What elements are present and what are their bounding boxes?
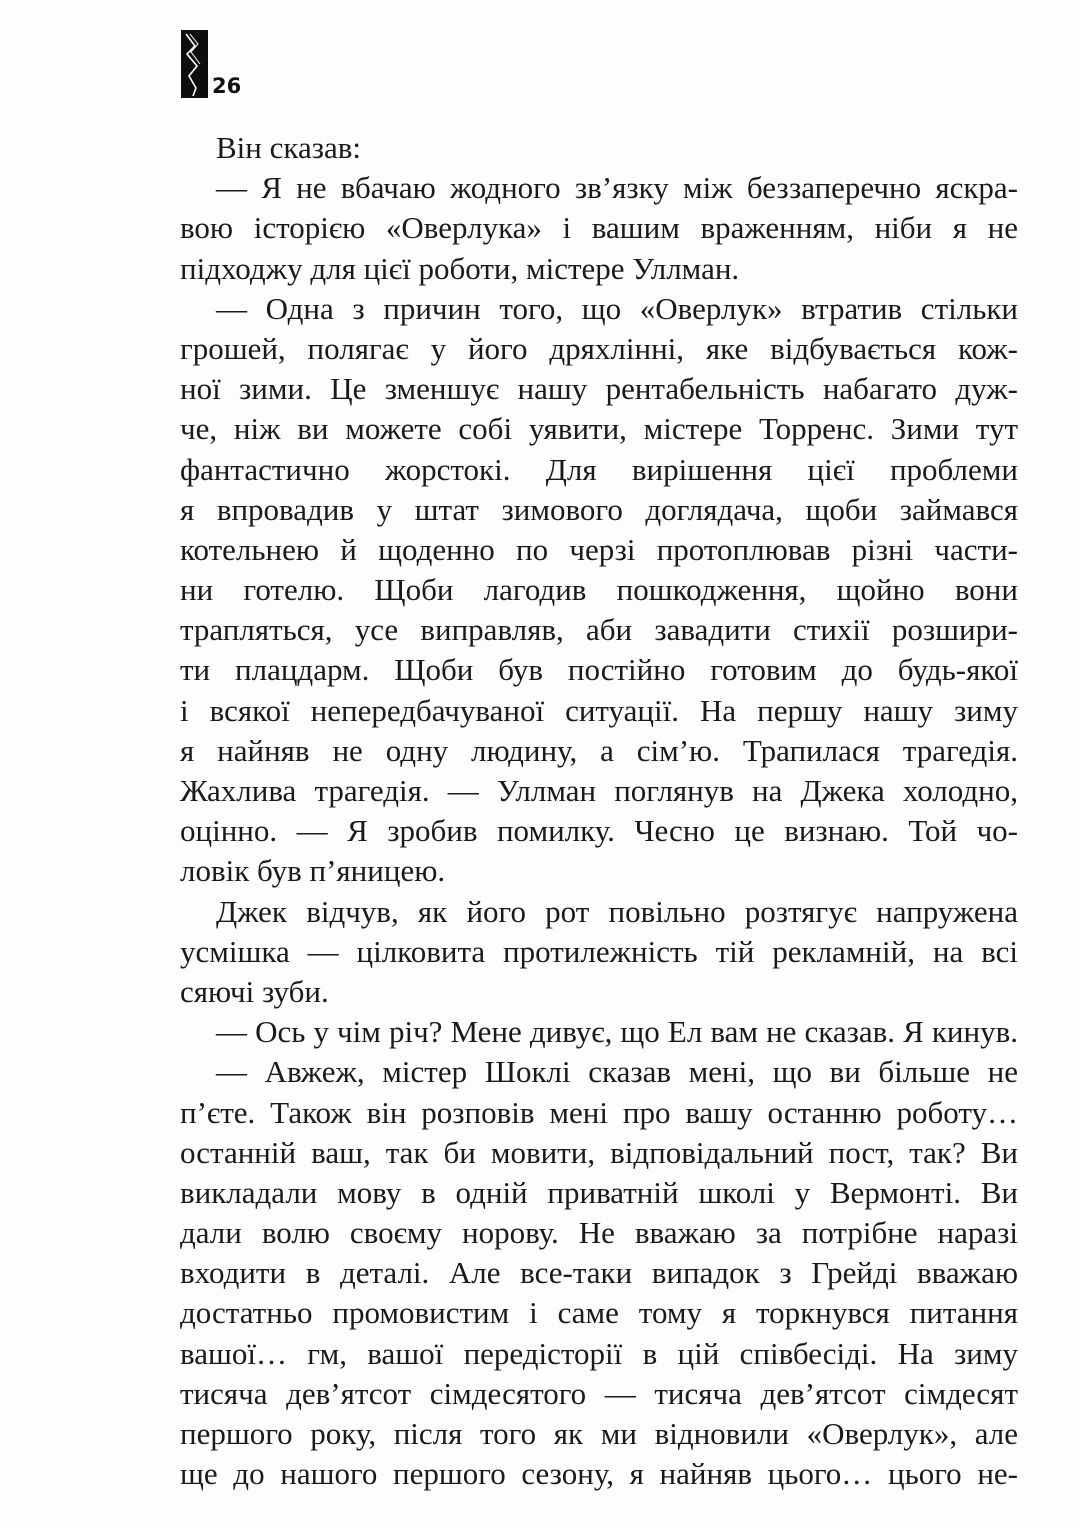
text-line: Він сказав: xyxy=(216,130,361,165)
page-number: 26 xyxy=(212,74,242,98)
text-line: сяючі зуби. xyxy=(180,973,329,1009)
text-line: я найняв не одну людину, а сім’ю. Трапилася трагедія. xyxy=(180,732,1018,768)
text-line: грошей, полягає у його дряхлінні, яке відбувається кож- xyxy=(180,330,1018,366)
text-line: усмішка — цілковита протилежність тій рекламній, на всі xyxy=(180,933,1018,969)
text-line: вою історією «Оверлука» і вашим враженням, ніби я не xyxy=(180,210,1018,246)
text-line: ної зими. Це зменшує нашу рентабельність набагато дуж- xyxy=(180,371,1018,407)
text-line: — Я не вбачаю жодного зв’язку між беззаперечно яскра- xyxy=(216,170,1018,206)
text-line: і всякої непередбачуваної ситуації. На першу нашу зиму xyxy=(180,692,1018,728)
text-line: трапляться, усе виправляв, аби завадити стихії розшири- xyxy=(180,612,1018,648)
text-line: ще до нашого першого сезону, я найняв цього… цього не- xyxy=(180,1456,1018,1492)
text-line: останній ваш, так би мовити, відповідальний пост, так? Ви xyxy=(180,1134,1018,1170)
text-line: тисяча дев’ятсот сімдесятого — тисяча дев’ятсот сімдесят xyxy=(180,1375,1018,1411)
text-line: оцінно. — Я зробив помилку. Чесно це визнаю. Той чо- xyxy=(180,813,1018,849)
text-line: Жахлива трагедія. — Уллман поглянув на Джека холодно, xyxy=(180,773,1018,808)
text-line: ти плацдарм. Щоби був постійно готовим до будь-якої xyxy=(180,652,1018,688)
text-line: Джек відчув, як його рот повільно розтягує напружена xyxy=(216,893,1018,929)
text-line: вашої… гм, вашої передісторії в цій співбесіді. На зиму xyxy=(180,1335,1018,1371)
text-line: — Одна з причин того, що «Оверлук» втратив стільки xyxy=(216,290,1018,326)
text-line: першого року, після того як ми відновили «Оверлук», але xyxy=(180,1416,1018,1451)
text-line: ни готелю. Щоби лагодив пошкодження, щойно вони xyxy=(180,572,1018,608)
text-line: котельнею й щоденно по черзі протоплював різні части- xyxy=(180,531,1018,567)
text-line: че, ніж ви можете собі уявити, містере Торренс. Зими тут xyxy=(180,411,1018,447)
text-line: викладали мову в одній приватній школі у Вермонті. Ви xyxy=(180,1174,1018,1210)
text-line: — Авжеж, містер Шоклі сказав мені, що ви більше не xyxy=(216,1054,1018,1090)
text-line: входити в деталі. Але все-таки випадок з Грейді вважаю xyxy=(180,1255,1018,1291)
text-line: дали волю своєму норову. Не вважаю за потрібне наразі xyxy=(180,1215,1018,1251)
text-line: ловік був п’яницею. xyxy=(180,853,446,889)
page-text xyxy=(180,128,1018,1494)
text-line: — Ось у чім річ? Мене дивує, що Ел вам не сказав. Я кинув. xyxy=(216,1014,1018,1050)
text-line: достатньо промовистим і саме тому я торкнувся питання xyxy=(180,1295,1018,1331)
text-line: підходжу для цієї роботи, містере Уллман. xyxy=(180,250,740,286)
text-line: я впровадив у штат зимового доглядача, щоби займався xyxy=(180,491,1018,527)
text-line: п’єте. Також він розповів мені про вашу останню роботу… xyxy=(180,1094,1018,1130)
chapter-mark-icon xyxy=(181,30,208,98)
text-line: фантастично жорстокі. Для вирішення цієї проблеми xyxy=(180,451,1018,487)
